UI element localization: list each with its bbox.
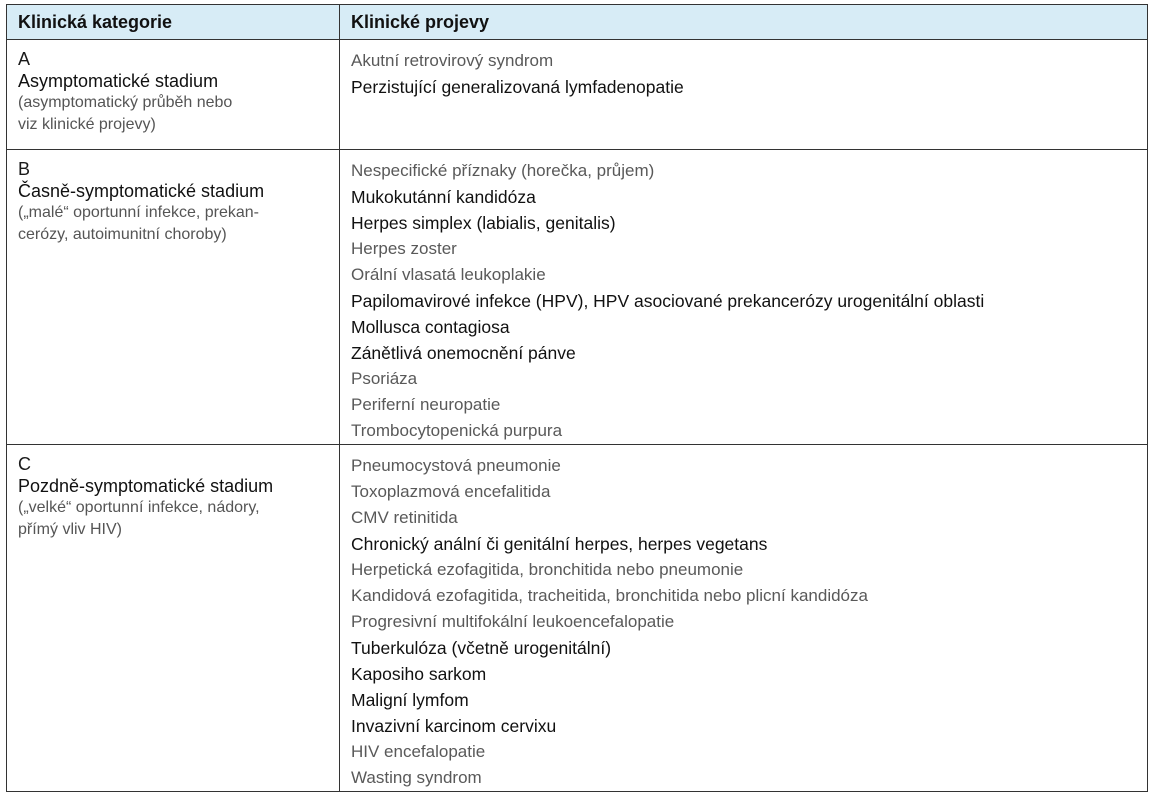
- table-row-b: [7, 150, 1148, 445]
- manifestation-item: Papilomavirové infekce (HPV), HPV asociované prekancerózy urogenitální oblasti: [351, 291, 985, 311]
- manifestation-item: Invazivní karcinom cervixu: [351, 716, 557, 736]
- manifestation-item: Periferní neuropatie: [351, 395, 501, 414]
- header-row: [7, 5, 1148, 40]
- category-desc-line: („malé“ oportunní infekce, prekan-: [18, 204, 259, 221]
- table-row-a: [7, 40, 1148, 150]
- category-name: Asymptomatické stadium: [18, 71, 219, 91]
- manifestation-item: Chronický anální či genitální herpes, herpes vegetans: [351, 534, 768, 554]
- category-letter: C: [18, 454, 31, 474]
- manifestation-item: Perzistující generalizovaná lymfadenopatie: [351, 77, 684, 97]
- category-name: Časně-symptomatické stadium: [18, 181, 265, 201]
- category-cell-a: [7, 40, 340, 150]
- category-desc-line: („velké“ oportunní infekce, nádory,: [18, 499, 260, 516]
- clinical-categories-table-wrap: [6, 4, 1147, 792]
- manifestation-item: Tuberkulóza (včetně urogenitální): [351, 638, 612, 658]
- manifestation-item: HIV encefalopatie: [351, 742, 486, 761]
- manifestations-cell-c: [340, 445, 1148, 792]
- header-manifestations: Klinické projevy: [340, 5, 1148, 40]
- category-letter: B: [18, 159, 31, 179]
- manifestations-list-a: [351, 48, 1139, 100]
- category-letter: A: [18, 49, 31, 69]
- table-body: [7, 40, 1148, 792]
- header-category: Klinická kategorie: [7, 5, 340, 40]
- table-header: [7, 5, 1148, 40]
- manifestation-item: Herpetická ezofagitida, bronchitida nebo pneumonie: [351, 560, 744, 579]
- manifestation-item: Mollusca contagiosa: [351, 317, 510, 337]
- manifestation-item: Kaposiho sarkom: [351, 664, 487, 684]
- manifestations-list-b: [351, 158, 1139, 444]
- manifestation-item: CMV retinitida: [351, 508, 458, 527]
- manifestation-item: Toxoplazmová encefalitida: [351, 482, 551, 501]
- manifestations-cell-a: [340, 40, 1148, 150]
- manifestation-item: Progresivní multifokální leukoencefalopatie: [351, 612, 675, 631]
- category-desc-line: přímý vliv HIV): [18, 521, 122, 538]
- category-desc-line: cerózy, autoimunitní choroby): [18, 226, 227, 243]
- manifestation-item: Zánětlivá onemocnění pánve: [351, 343, 576, 363]
- clinical-categories-table: [6, 4, 1148, 792]
- manifestation-item: Trombocytopenická purpura: [351, 421, 563, 440]
- manifestation-item: Pneumocystová pneumonie: [351, 456, 561, 475]
- category-name: Pozdně-symptomatické stadium: [18, 476, 274, 496]
- category-desc-line: (asymptomatický průběh nebo: [18, 94, 233, 111]
- manifestations-list-c: [351, 453, 1139, 791]
- table-row-c: [7, 445, 1148, 792]
- manifestation-item: Wasting syndrom: [351, 768, 482, 787]
- manifestation-item: Herpes simplex (labialis, genitalis): [351, 213, 616, 233]
- manifestation-item: Kandidová ezofagitida, tracheitida, bronchitida nebo plicní kandidóza: [351, 586, 868, 605]
- manifestation-item: Herpes zoster: [351, 239, 457, 258]
- manifestation-item: Psoriáza: [351, 369, 418, 388]
- manifestations-cell-b: [340, 150, 1148, 445]
- category-desc-line: viz klinické projevy): [18, 116, 156, 133]
- manifestation-item: Orální vlasatá leukoplakie: [351, 265, 546, 284]
- manifestation-item: Akutní retrovirový syndrom: [351, 51, 554, 70]
- manifestation-item: Maligní lymfom: [351, 690, 469, 710]
- category-cell-c: [7, 445, 340, 792]
- manifestation-item: Mukokutánní kandidóza: [351, 187, 536, 207]
- manifestation-item: Nespecifické příznaky (horečka, průjem): [351, 161, 655, 180]
- category-cell-b: [7, 150, 340, 445]
